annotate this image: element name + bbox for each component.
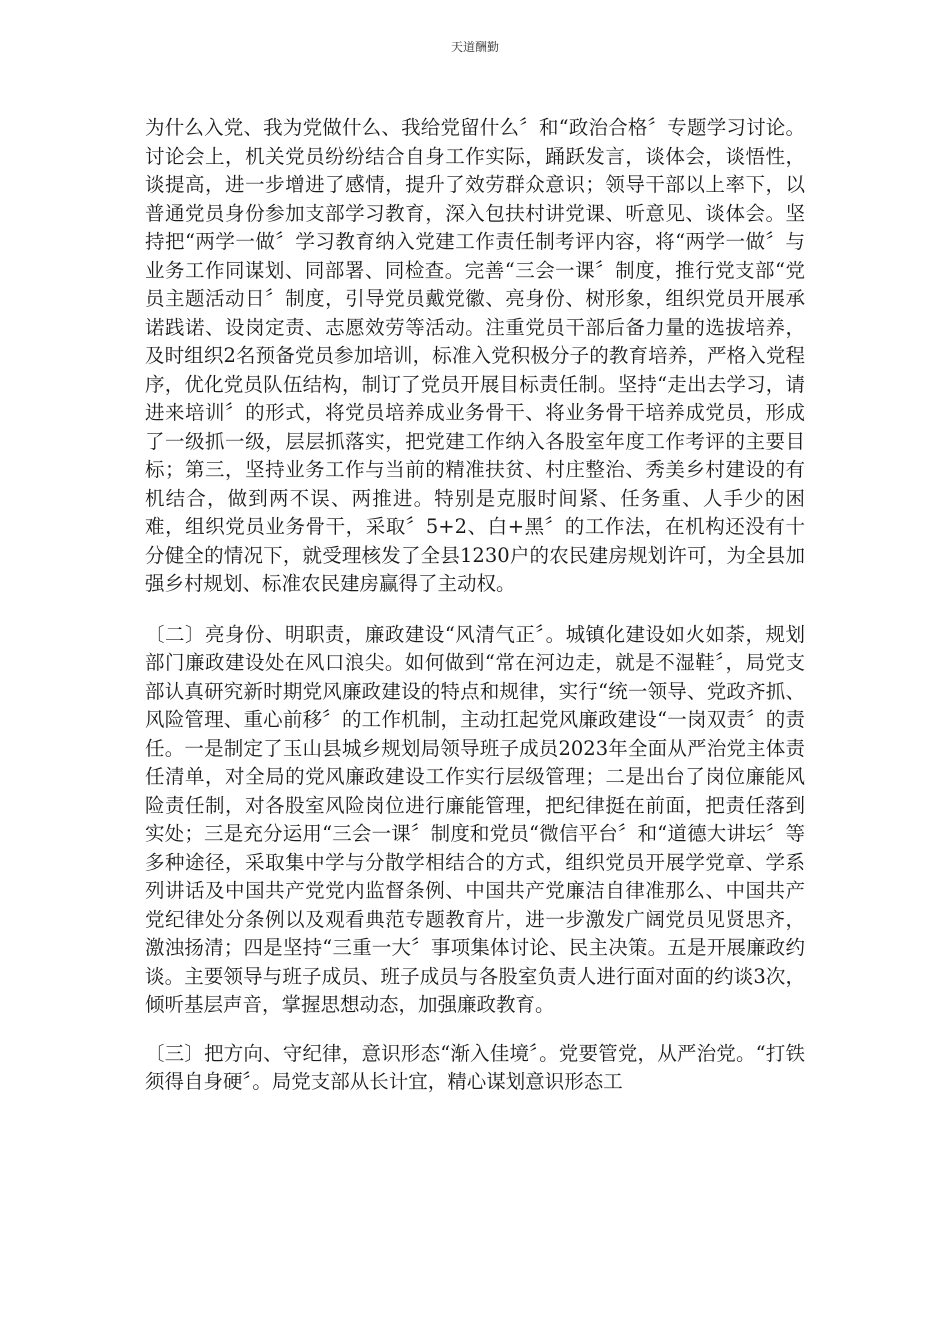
paragraph-2: 〔二〕亮身份、明职责，廉政建设“风清气正〞。城镇化建设如火如荼，规划部门廉政建设处在风口浪尖。如何做到“常在河边走，就是不湿鞋〞，局党支部认真研究新时期党风廉政建设的特点和规律，实行“统一领导、党政齐抓、风险管理、重心前移〞的工作机制，主动扛起党风廉政建设“一岗双责〞的责任。一是制定了玉山县城乡规划局领导班子成员2023年全面从严治党主体责任清单，对全局的党风廉政建设工作实行层级管理；二是出台了岗位廉能风险责任制，对各股室风险岗位进行廉能管理，把纪律挺在前面，把责任落到实处；三是充分运用“三会一课〞制度和党员“微信平台〞和“道德大讲坛〞等多种途径，采取集中学与分散学相结合的方式，组织党员开展学党章、学系列讲话及中国共产党党内监督条例、中国共产党廉洁自律准那么、中国共产党纪律处分条例以及观看典范专题教育片，进一步激发广阔党员见贤思齐，激浊扬清；四是坚持“三重一大〞事项集体讨论、民主决策。五是开展廉政约谈。主要领导与班子成员、班子成员与各股室负责人进行面对面的约谈3次，倾听基层声音，掌握思想动态，加强廉政教育。 <box>145 622 805 1016</box>
page-header: 天道酬勤 <box>450 40 499 54</box>
paragraph-3: 〔三〕把方向、守纪律，意识形态“渐入佳境〞。党要管党，从严治党。“打铁须得自身硬〞。局党支部从长计宜，精心谋划意识形态工 <box>145 1041 805 1093</box>
paragraph-1: 为什么入党、我为党做什么、我给党留什么〞和“政治合格〞专题学习讨论。讨论会上，机关党员纷纷结合自身工作实际，踊跃发言，谈体会，谈悟性，谈提高，进一步增进了感情，提升了效劳群众意识；领导干部以上率下，以普通党员身份参加支部学习教育，深入包扶村讲党课、听意见、谈体会。坚持把“两学一做〞学习教育纳入党建工作责任制考评内容，将“两学一做〞与业务工作同谋划、同部署、同检查。完善“三会一课〞制度，推行党支部“党员主题活动日〞制度，引导党员戴党徽、亮身份、树形象，组织党员开展承诺践诺、设岗定责、志愿效劳等活动。注重党员干部后备力量的选拔培养，及时组织2名预备党员参加培训，标准入党积极分子的教育培养，严格入党程序，优化党员队伍结构，制订了党员开展目标责任制。坚持“走出去学习，请进来培训〞的形式，将党员培养成业务骨干、将业务骨干培养成党员，形成了一级抓一级，层层抓落实，把党建工作纳入各股室年度工作考评的主要目标；第三，坚持业务工作与当前的精准扶贫、村庄整治、秀美乡村建设的有机结合，做到两不误、两推进。特别是克服时间紧、任务重、人手少的困难，组织党员业务骨干，采取〞5+2、白+黑〞的工作法，在机构还没有十分健全的情况下，就受理核发了全县1230户的农民建房规划许可，为全县加强乡村规划、标准农民建房赢得了主动权。 <box>145 116 805 595</box>
document-body <box>145 114 805 1117</box>
